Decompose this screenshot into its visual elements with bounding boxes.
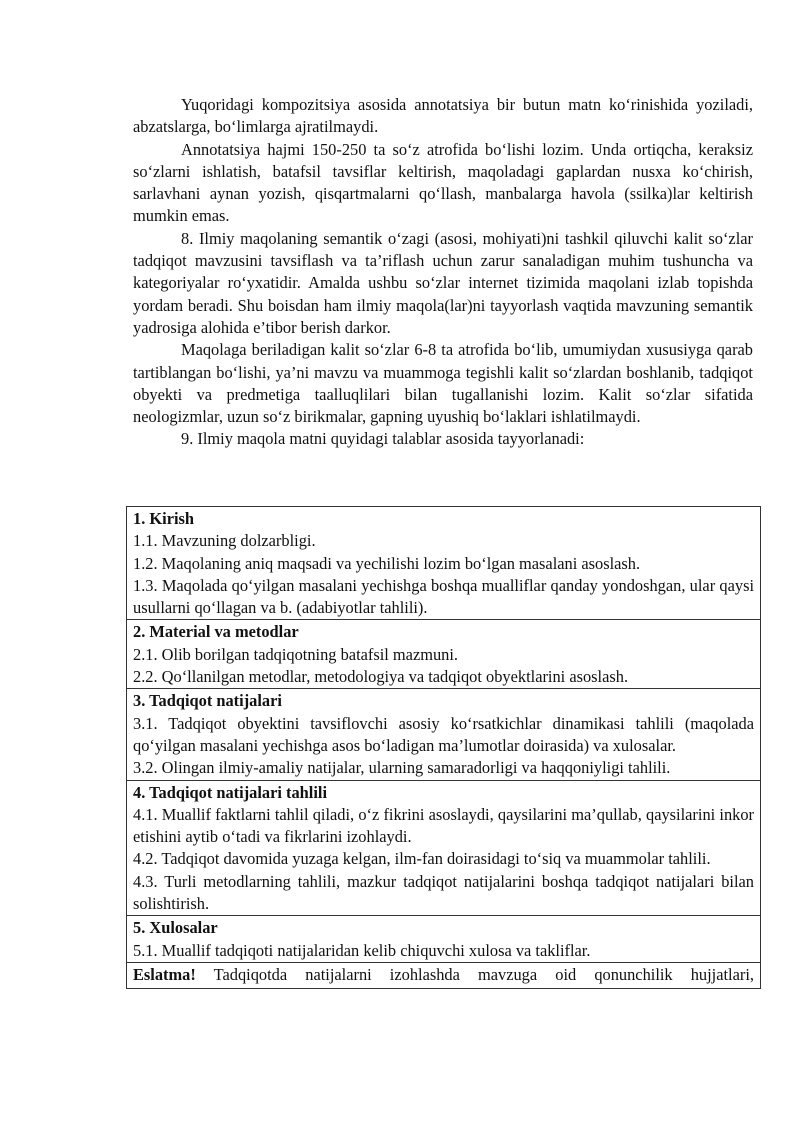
section-item: 3.1. Tadqiqot obyektini tavsiflovchi asosiy ko‘rsatkichlar dinamikasi tahlili (maqolada qo‘yilgan masalani yechishga asos bo‘ladigan ma’lumotlar doirasida) va xulosalar. (133, 713, 754, 755)
section-item: 2.2. Qo‘llanilgan metodlar, metodologiya va tadqiqot obyektlarini asoslash. (133, 667, 629, 687)
section-item: 1.3. Maqolada qo‘yilgan masalani yechishga boshqa mualliflar qanday yondoshgan, ular qaysi usullarni qo‘llagan va b. (adabiyotlar tahlili). (133, 575, 754, 618)
section-heading: 1. Kirish (133, 509, 195, 528)
note-label: Eslatma! (133, 964, 196, 984)
section-xulosalar (126, 915, 761, 962)
section-heading: 4. Tadqiqot natijalari tahlili (133, 782, 328, 802)
requirements-table (126, 506, 761, 989)
section-kirish (126, 506, 761, 619)
section-item: 4.2. Tadqiqot davomida yuzaga kelgan, ilm-fan doirasidagi to‘siq va muammolar tahlili. (133, 849, 711, 869)
section-heading: 3. Tadqiqot natijalari (133, 691, 282, 711)
section-item: 4.3. Turli metodlarning tahlili, mazkur tadqiqot natijalarini boshqa tadqiqot natijalari bilan solishtirish. (133, 871, 754, 914)
section-item: 3.2. Olingan ilmiy-amaliy natijalar, ularning samaradorligi va haqqoniyligi tahlili. (133, 758, 671, 778)
section-heading: 2. Material va metodlar (133, 622, 299, 642)
note-row (126, 962, 761, 989)
paragraph: 9. Ilmiy maqola matni quyidagi talablar asosida tayyorlanadi: (181, 429, 585, 449)
paragraph: Maqolaga beriladigan kalit so‘zlar 6-8 ta atrofida bo‘lib, umumiydan xususiyga qarab tartiblangan bo‘lishi, ya’ni mavzu va muammoga tegishli kalit so‘zlardan boshlanib, tadqiqot obyekti va predmetiga taalluqlilari bilan tugallanishi lozim. Kalit so‘zlar sifatida neologizmlar, uzun so‘z birikmalar, gapning uyushiq bo‘laklari ishlatilmaydi. (133, 340, 753, 427)
section-item: 5.1. Muallif tadqiqoti natijalaridan kelib chiquvchi xulosa va takliflar. (133, 940, 591, 960)
body-text (133, 94, 753, 451)
section-natijalar (126, 688, 761, 779)
paragraph: 8. Ilmiy maqolaning semantik o‘zagi (asosi, mohiyati)ni tashkil qiluvchi kalit so‘zlar tadqiqot mavzusini tavsiflash va ta’riflash uchun zarur sanaladigan muhim tushuncha va kategoriyalar ro‘yxatidir. Amalda ushbu so‘zlar internet tizimida maqolani izlab topishda yordam beradi. Shu boisdan ham ilmiy maqola(lar)ni tayyorlash vaqtida mavzuning semantik yadrosiga alohida e’tibor berish darkor. (133, 228, 753, 337)
note-text: Tadqiqotda natijalarni izohlashda mavzuga oid qonunchilik hujjatlari, (213, 964, 754, 984)
section-item: 1.2. Maqolaning aniq maqsadi va yechilishi lozim bo‘lgan masalani asoslash. (133, 553, 641, 573)
section-item: 2.1. Olib borilgan tadqiqotning batafsil mazmuni. (133, 644, 459, 664)
paragraph: Annotatsiya hajmi 150-250 ta so‘z atrofida bo‘lishi lozim. Unda ortiqcha, keraksiz so‘zlarni ishlatish, batafsil tavsiflar keltirish, maqoladagi gaplardan nusxa ko‘chirish, sarlavhani aynan yozish, qisqartmalarni qo‘llash, manbalarga havola (ssilka)lar keltirish mumkin emas. (133, 139, 753, 226)
section-heading: 5. Xulosalar (133, 918, 218, 938)
paragraph: Yuqoridagi kompozitsiya asosida annotatsiya bir butun matn ko‘rinishida yoziladi, abzatslarga, bo‘limlarga ajratilmaydi. (133, 95, 753, 137)
section-material-metodlar (126, 619, 761, 688)
section-item: 4.1. Muallif faktlarni tahlil qiladi, o‘z fikrini asoslaydi, qaysilarini ma’qullab, qaysilarini inkor etishini aytib o‘tadi va fikrlarini izohlaydi. (133, 804, 754, 847)
section-natijalar-tahlili (126, 780, 761, 916)
section-item: 1.1. Mavzuning dolzarbligi. (133, 531, 316, 551)
